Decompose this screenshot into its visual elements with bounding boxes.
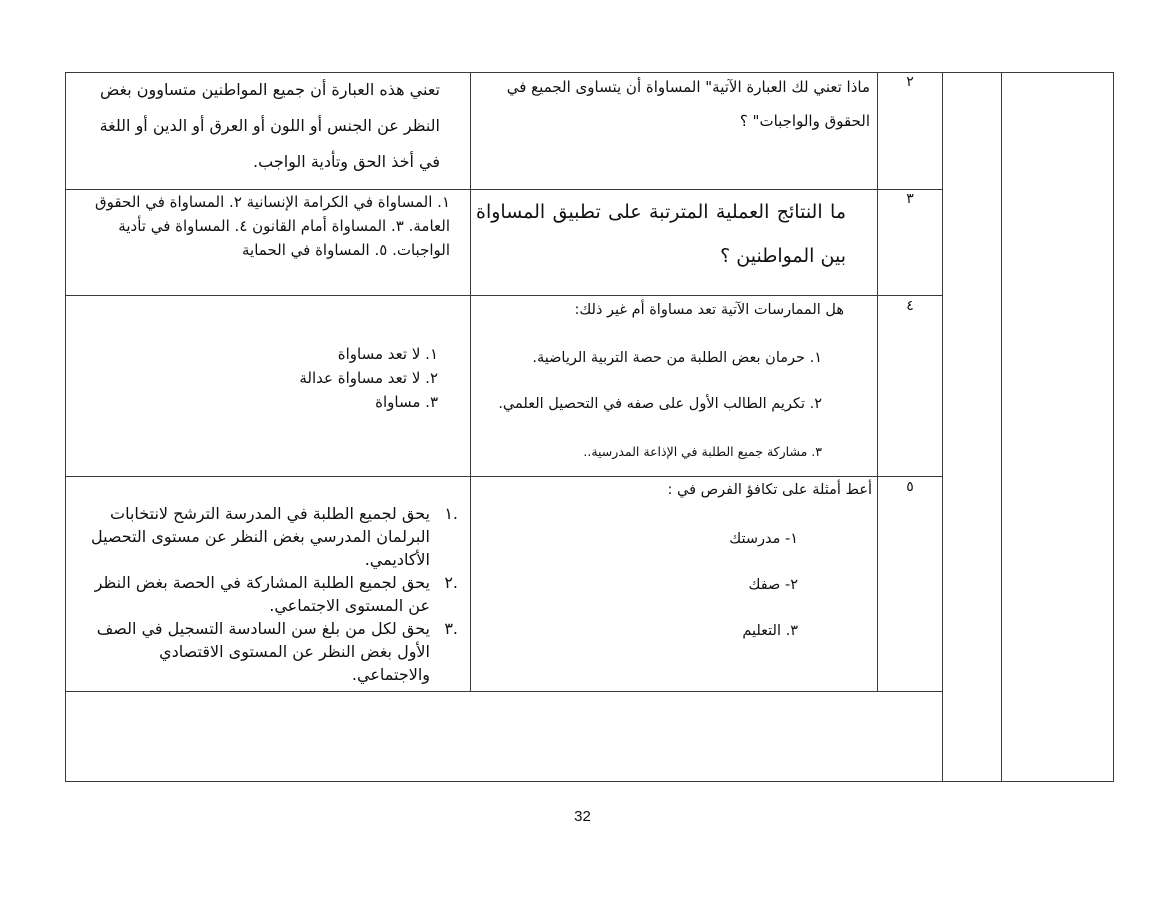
answer-5-item: [82, 617, 458, 686]
column-divider: [877, 72, 878, 691]
question-3: ما النتائج العملية المترتبة على تطبيق المساواة بين المواطنين ؟: [476, 201, 846, 267]
question-4-item: ٣. مشاركة جميع الطلبة في الإذاعة المدرسية..: [583, 444, 822, 459]
row-divider: [65, 476, 942, 477]
row-number: ٢: [906, 74, 914, 90]
row-number: ٤: [906, 298, 914, 314]
answer-5-item: [82, 571, 458, 617]
list-marker: .٢: [444, 573, 458, 592]
column-divider: [1001, 72, 1002, 782]
answer-5-item: [82, 502, 458, 571]
page-number: 32: [574, 808, 591, 825]
row-divider: [65, 691, 942, 692]
answer-4-item: ٣. مساواة: [375, 393, 438, 411]
question-5-item: ٣. التعليم: [742, 623, 798, 639]
question-4-item: ٢. تكريم الطالب الأول على صفه في التحصيل العلمي.: [498, 396, 822, 412]
answer-block: [80, 300, 440, 470]
table-left-border: [65, 72, 66, 782]
row-number: ٥: [906, 479, 914, 495]
column-divider: [942, 72, 943, 782]
question-4-title: هل الممارسات الآتية تعد مساواة أم غير ذلك:: [574, 302, 844, 318]
column-divider: [470, 72, 471, 691]
question-5-item: ١- مدرستك: [729, 531, 798, 547]
answer-5-text: يحق لجميع الطلبة المشاركة في الحصة بغض النظر عن المستوى الاجتماعي.: [94, 573, 430, 615]
answer-2: تعني هذه العبارة أن جميع المواطنين متساوون بغض النظر عن الجنس أو اللون أو العرق أو الدين أو اللغة في أخذ الحق وتأدية الواجب.: [99, 80, 440, 171]
list-marker: .١: [444, 504, 458, 523]
answer-5-text: يحق لجميع الطلبة في المدرسة الترشح لانتخابات البرلمان المدرسي بغض النظر عن مستوى التحصيل الأكاديمي.: [90, 504, 430, 569]
answer-4-item: ١. لا تعد مساواة: [337, 345, 438, 363]
question-2: ماذا تعني لك العبارة الآتية" المساواة أن يتساوى الجميع في الحقوق والواجبات" ؟: [506, 78, 870, 130]
answer-block: [82, 502, 458, 686]
question-block: [476, 302, 844, 472]
row-divider: [65, 295, 942, 296]
question-text: [484, 70, 870, 138]
answer-text: [80, 190, 450, 262]
table-bottom-border: [65, 781, 1114, 782]
question-5-item: ٢- صفك: [748, 577, 798, 593]
answer-text: [84, 72, 440, 180]
question-4-item: ١. حرمان بعض الطلبة من حصة التربية الرياضية.: [532, 350, 822, 366]
row-number: ٣: [906, 191, 914, 207]
answer-5-text: يحق لكل من بلغ سن السادسة التسجيل في الصف الأول بغض النظر عن المستوى الاقتصادي والاجتماعي.: [96, 619, 430, 684]
question-5-title: أعط أمثلة على تكافؤ الفرص في :: [667, 482, 872, 498]
question-text: [476, 190, 846, 278]
table-right-border: [1113, 72, 1114, 782]
list-marker: .٣: [444, 619, 458, 638]
question-block: [476, 482, 872, 682]
answer-3: ١. المساواة في الكرامة الإنسانية ٢. المساواة في الحقوق العامة. ٣. المساواة أمام القانون ٤. المساواة في تأدية الواجبات. ٥. المساواة في الحماية: [95, 193, 450, 259]
answer-5-list: [82, 502, 458, 686]
answer-4-item: ٢. لا تعد مساواة عدالة: [299, 369, 438, 387]
